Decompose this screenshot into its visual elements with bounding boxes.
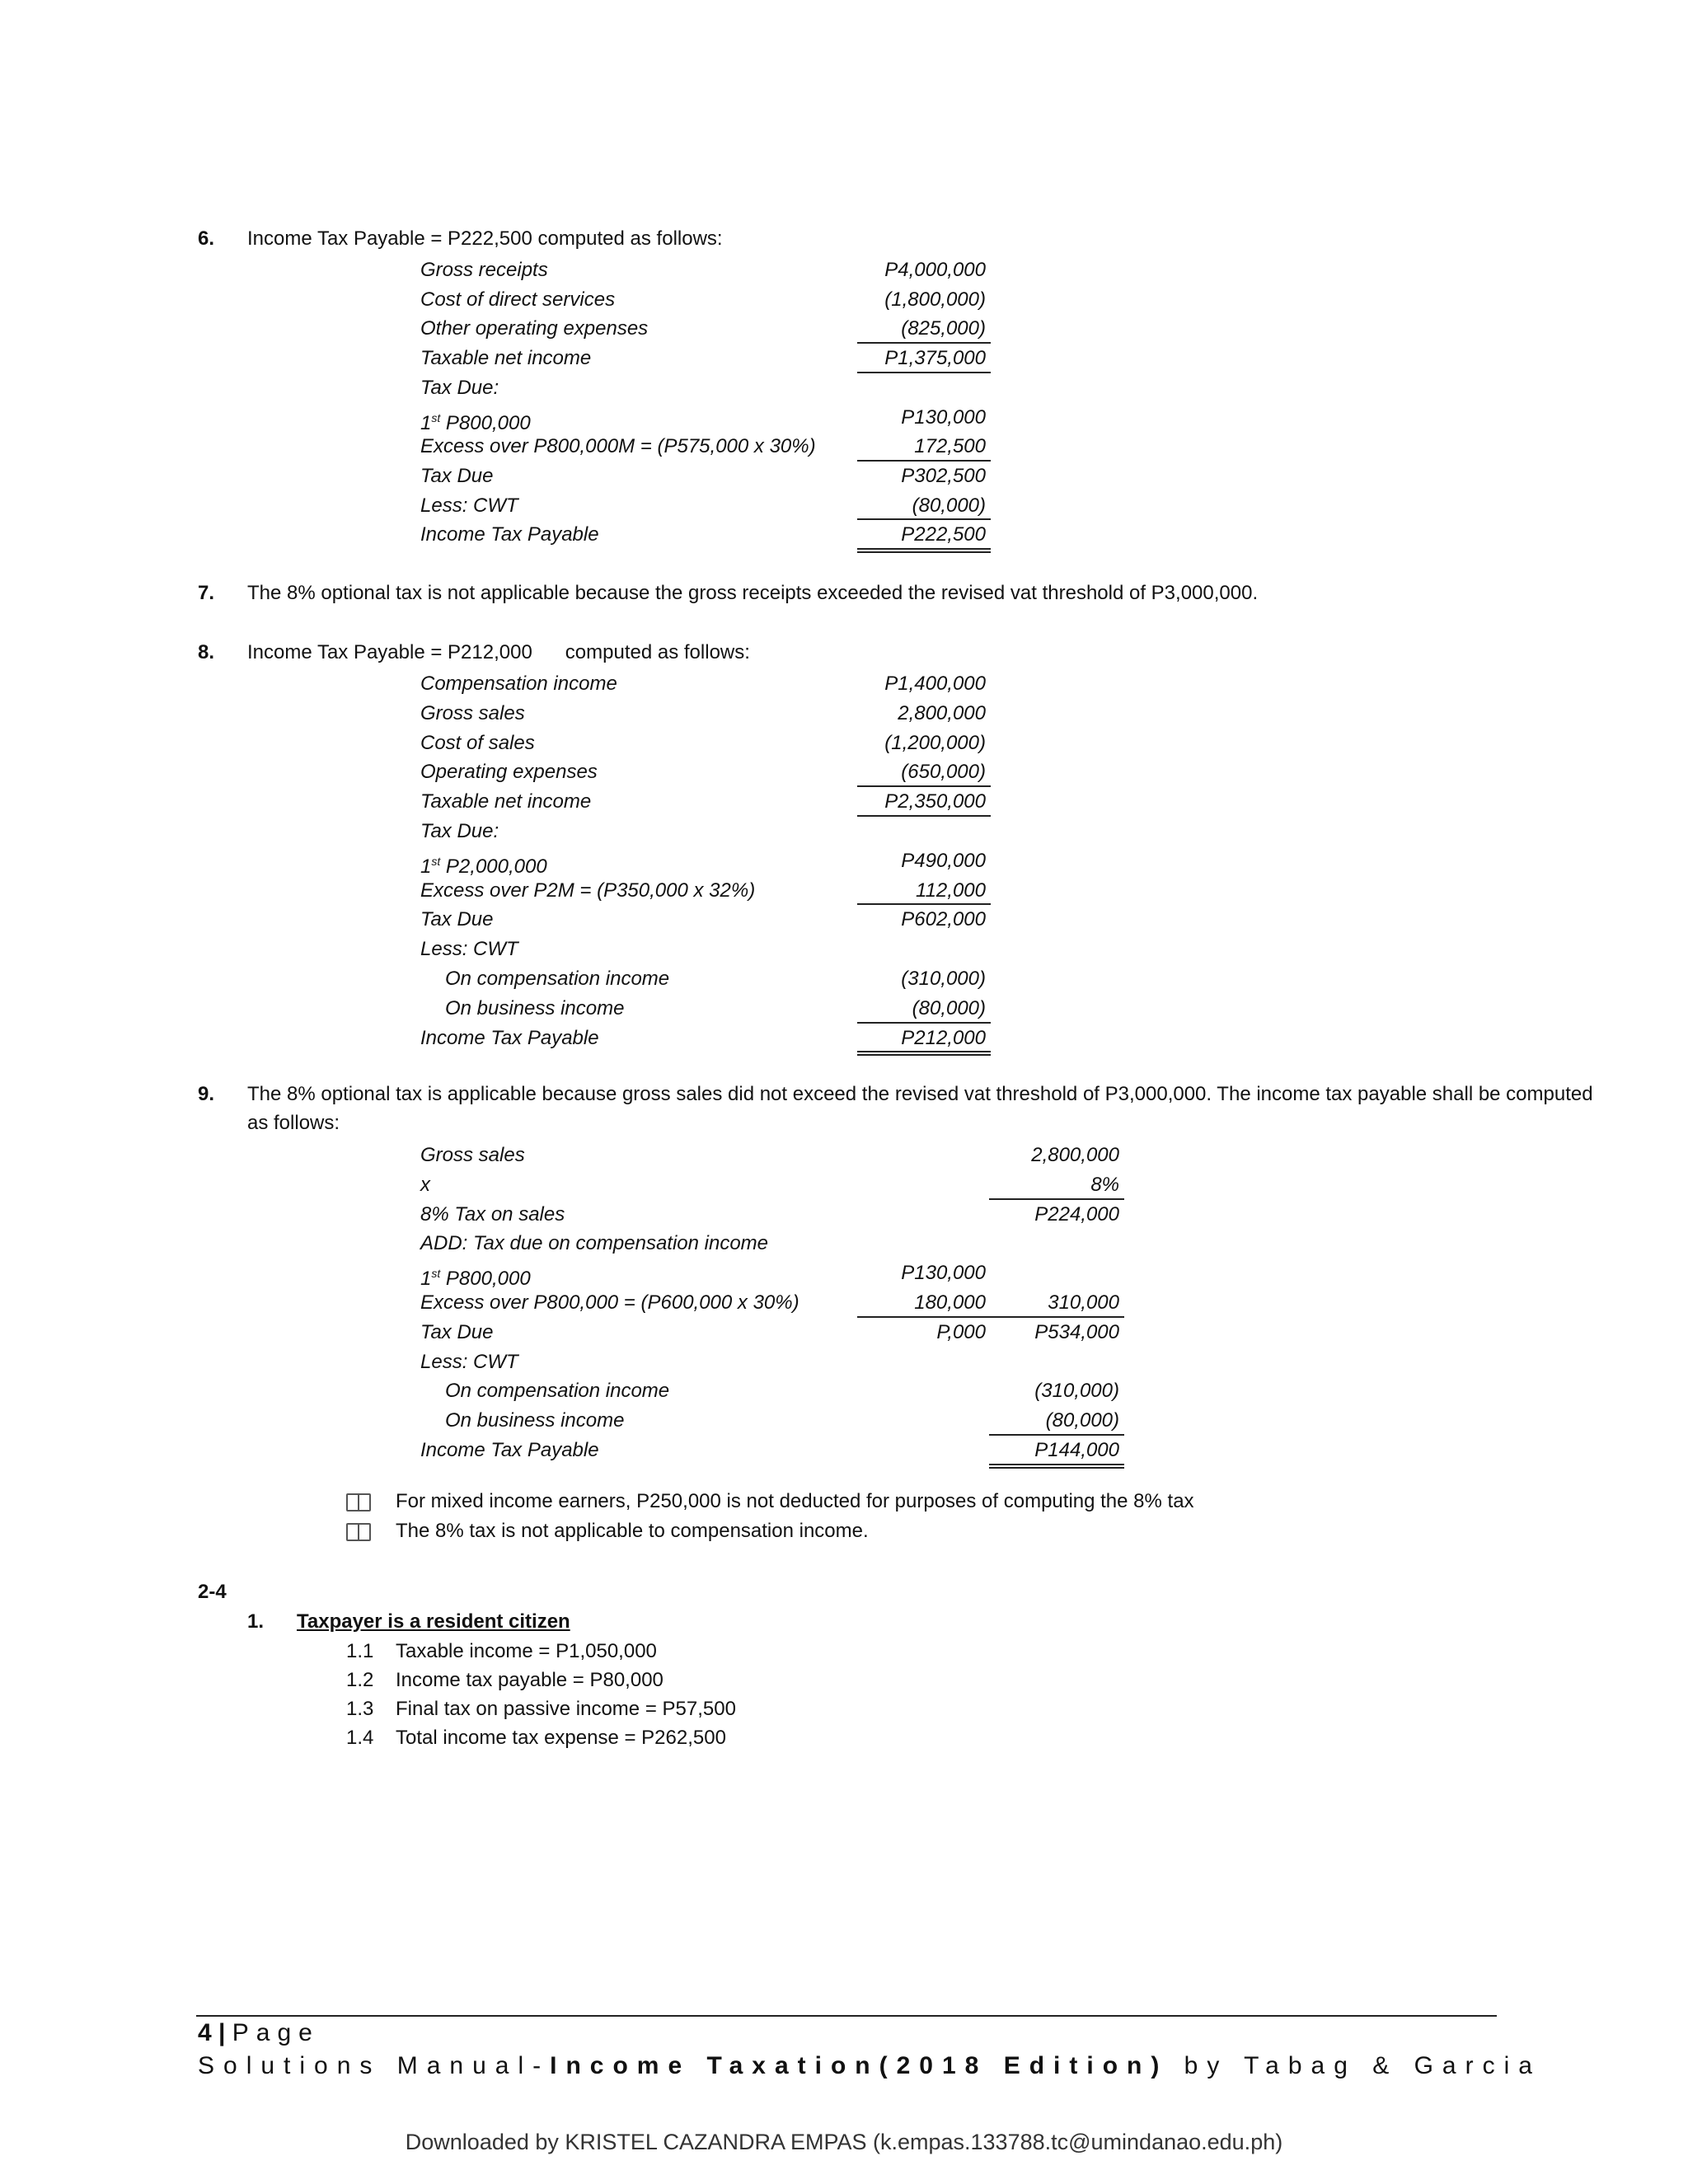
row-label: Operating expenses <box>420 761 598 784</box>
page-separator: | <box>218 2019 226 2046</box>
row-label: Gross receipts <box>420 259 548 281</box>
table-row <box>0 314 1688 344</box>
table-row <box>0 1347 1688 1377</box>
rule-line <box>857 342 991 344</box>
page-number-line <box>198 2019 320 2047</box>
table-row <box>0 846 1688 876</box>
row-value-second: P144,000 <box>1034 1439 1119 1461</box>
row-label: Cost of sales <box>420 731 535 754</box>
row-value: (825,000) <box>901 317 986 340</box>
table-row <box>0 787 1688 817</box>
row-value-second: P534,000 <box>1034 1320 1119 1343</box>
row-label: Other operating expenses <box>420 317 649 340</box>
row-label-number: 1 <box>420 411 432 434</box>
table-row <box>0 432 1688 462</box>
question-heading: Income Tax Payable = P222,500 computed as follows: <box>247 227 723 250</box>
row-label-amount: P2,000,000 <box>440 855 547 878</box>
rule-line <box>989 1198 1124 1200</box>
row-value: 2,800,000 <box>898 701 986 724</box>
rule-line <box>857 1054 991 1056</box>
table-row <box>0 935 1688 964</box>
table-row <box>0 1141 1688 1170</box>
download-note: Downloaded by KRISTEL CAZANDRA EMPAS (k.empas.133788.tc@umindanao.edu.ph) <box>405 2130 1283 2154</box>
subitem-number: 1.3 <box>346 1698 374 1720</box>
rule-line <box>989 1464 1124 1465</box>
row-label: Tax Due <box>420 1320 494 1343</box>
row-label: Compensation income <box>420 673 617 695</box>
note-text: For mixed income earners, P250,000 is not deducted for purposes of computing the 8% tax <box>396 1490 1194 1512</box>
row-value-second: 2,800,000 <box>1031 1144 1119 1166</box>
table-row <box>0 520 1688 550</box>
row-value-first: P130,000 <box>901 1262 986 1285</box>
item-title: Taxpayer is a resident citizen <box>297 1610 570 1633</box>
row-label: Less: CWT <box>420 938 518 961</box>
table-row <box>0 757 1688 787</box>
page-word: Page <box>232 2019 320 2046</box>
row-label: Tax Due <box>420 908 494 931</box>
table-row <box>0 669 1688 699</box>
subitem-text: Final tax on passive income = P57,500 <box>396 1698 736 1720</box>
row-label: Gross sales <box>420 1144 525 1166</box>
table-row <box>0 699 1688 729</box>
row-label: On business income <box>445 996 625 1019</box>
table-row <box>0 1024 1688 1053</box>
row-label: Tax Due: <box>420 376 499 399</box>
rule-line <box>857 815 991 817</box>
table-row <box>0 1376 1688 1406</box>
row-label: Less: CWT <box>420 494 518 517</box>
rule-line <box>857 1022 991 1024</box>
row-label: 8% Tax on sales <box>420 1202 565 1226</box>
manual-title-bold: Income Taxation(2018 Edition) <box>550 2052 1169 2079</box>
note-item <box>346 1493 371 1517</box>
subitem-text: Income tax payable = P80,000 <box>396 1669 663 1691</box>
row-value: (80,000) <box>912 996 986 1019</box>
page-number: 4 <box>198 2019 212 2046</box>
note-text: The 8% tax is not applicable to compensation income. <box>396 1520 869 1542</box>
rule-line <box>989 1434 1124 1436</box>
row-value: P1,375,000 <box>884 347 986 370</box>
row-label: On business income <box>445 1409 625 1432</box>
table-row <box>0 403 1688 433</box>
row-value: (80,000) <box>912 494 986 517</box>
row-value: P222,500 <box>901 523 986 546</box>
table-row <box>0 994 1688 1024</box>
row-label: Taxable net income <box>420 347 592 370</box>
table-row <box>0 373 1688 403</box>
question-number: 8. <box>198 641 215 663</box>
manual-title-prefix: Solutions Manual- <box>198 2052 551 2079</box>
manual-title <box>198 2052 1541 2080</box>
row-label: ADD: Tax due on compensation income <box>420 1232 769 1255</box>
table-row <box>0 285 1688 315</box>
subitem-text: Taxable income = P1,050,000 <box>396 1640 657 1662</box>
row-label-amount: P800,000 <box>440 411 531 434</box>
question-text: The 8% optional tax is applicable because gross sales did not exceed the revised vat threshold of P3,000,000. The income tax payable shall be computed <box>247 1083 1593 1105</box>
rule-line <box>857 551 991 553</box>
rule-line <box>857 518 991 520</box>
section-heading: 2-4 <box>198 1581 227 1603</box>
row-value: (310,000) <box>901 968 986 990</box>
table-row <box>0 1318 1688 1347</box>
table-row <box>0 964 1688 994</box>
row-value: 112,000 <box>916 879 986 902</box>
row-label: Income Tax Payable <box>420 1026 599 1049</box>
table-row <box>0 729 1688 758</box>
row-value: P602,000 <box>901 908 986 931</box>
question-heading: Income Tax Payable = P212,000 computed as follows: <box>247 641 750 663</box>
rule-line <box>857 548 991 550</box>
table-row <box>0 1170 1688 1200</box>
row-value: P1,400,000 <box>884 673 986 695</box>
row-label: x <box>420 1173 430 1196</box>
table-row <box>0 1200 1688 1230</box>
row-value-second: (80,000) <box>1045 1409 1119 1432</box>
row-label: Less: CWT <box>420 1350 518 1373</box>
row-value: P130,000 <box>901 405 986 429</box>
table-row <box>0 344 1688 373</box>
question-number: 7. <box>198 582 215 604</box>
table-row <box>0 1229 1688 1258</box>
row-label: Income Tax Payable <box>420 1439 599 1461</box>
row-label: Excess over P2M = (P350,000 x 32%) <box>420 879 756 902</box>
question-text: The 8% optional tax is not applicable because the gross receipts exceeded the revised vat threshold of P3,000,000. <box>247 582 1259 604</box>
note-item <box>346 1523 371 1547</box>
row-label: Cost of direct services <box>420 288 616 311</box>
table-row <box>0 1436 1688 1465</box>
row-value: P2,350,000 <box>884 790 986 813</box>
row-label-number: 1 <box>420 1268 432 1291</box>
rule-line <box>989 1316 1124 1318</box>
table-row <box>0 876 1688 906</box>
row-value-second: 310,000 <box>1048 1291 1119 1314</box>
row-label-ordinal: st <box>431 1267 441 1281</box>
row-value-second: P224,000 <box>1034 1202 1119 1226</box>
book-icon <box>346 1523 371 1541</box>
row-value-first: P,000 <box>936 1320 986 1343</box>
rule-line <box>857 1051 991 1052</box>
row-value: (1,200,000) <box>884 731 986 754</box>
rule-line <box>857 460 991 462</box>
table-row <box>0 255 1688 285</box>
question-text-continued: as follows: <box>247 1112 340 1134</box>
table-row <box>0 1406 1688 1436</box>
row-label-number: 1 <box>420 855 432 878</box>
table-row <box>0 905 1688 935</box>
book-icon <box>346 1493 371 1511</box>
rule-line <box>989 1467 1124 1469</box>
item-number: 1. <box>247 1610 265 1633</box>
row-label: Taxable net income <box>420 790 592 813</box>
row-label: On compensation income <box>445 968 670 990</box>
table-row <box>0 1288 1688 1318</box>
row-label: Excess over P800,000M = (P575,000 x 30%) <box>420 435 816 458</box>
row-label-ordinal: st <box>431 410 441 424</box>
table-row <box>0 817 1688 846</box>
subitem-number: 1.2 <box>346 1669 374 1691</box>
row-label: Gross sales <box>420 701 525 724</box>
row-label: Excess over P800,000 = (P600,000 x 30%) <box>420 1291 799 1314</box>
row-value: P4,000,000 <box>884 259 986 281</box>
row-value-first: 180,000 <box>914 1291 986 1314</box>
rule-line <box>857 903 991 905</box>
rule-line <box>857 1316 991 1318</box>
rule-line <box>857 372 991 373</box>
row-value: 172,500 <box>914 435 986 458</box>
subitem-text: Total income tax expense = P262,500 <box>396 1727 726 1749</box>
row-value: P212,000 <box>901 1026 986 1049</box>
table-row <box>0 462 1688 491</box>
row-label-ordinal: st <box>431 854 441 868</box>
subitem-number: 1.4 <box>346 1727 374 1749</box>
table-row <box>0 1258 1688 1291</box>
row-value: P490,000 <box>901 849 986 872</box>
manual-title-suffix: by Tabag & Garcia <box>1168 2052 1541 2079</box>
subitem-number: 1.1 <box>346 1640 374 1662</box>
row-label: On compensation income <box>445 1380 670 1403</box>
row-label: Tax Due <box>420 464 494 487</box>
rule-line <box>857 785 991 787</box>
question-number: 9. <box>198 1083 215 1105</box>
row-value: (1,800,000) <box>884 288 986 311</box>
row-value: P302,500 <box>901 464 986 487</box>
row-value-second: (310,000) <box>1034 1380 1119 1403</box>
row-label-amount: P800,000 <box>440 1268 531 1291</box>
row-value: (650,000) <box>901 761 986 784</box>
row-label: Income Tax Payable <box>420 523 599 546</box>
row-label: Tax Due: <box>420 820 499 842</box>
footer-divider <box>196 2015 1497 2017</box>
question-number: 6. <box>198 227 215 250</box>
table-row <box>0 491 1688 521</box>
row-value-second: 8% <box>1090 1173 1119 1196</box>
